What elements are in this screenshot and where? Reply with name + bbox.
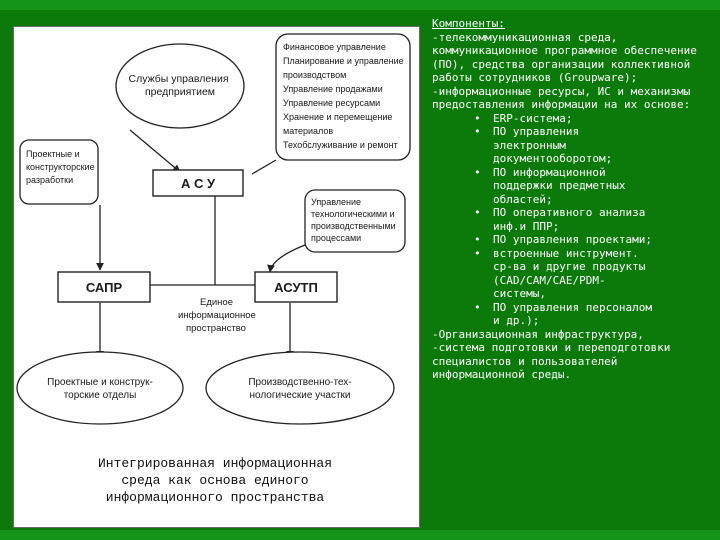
tech-processes-label: Управление технологическими и производственными процессами	[311, 197, 396, 243]
components-heading: Компоненты:	[432, 17, 505, 30]
list-item: • встроенные инструмент. ср-ва и другие продукты (CAD/CAM/CAE/PDM- системы,	[432, 247, 714, 301]
asutp-label: АСУТП	[274, 280, 318, 295]
components-bullet-list	[432, 112, 714, 328]
management-function-item: Управление ресурсами	[283, 98, 381, 108]
processes-to-asutp-arrow	[270, 245, 305, 272]
production-sites-ellipse	[206, 352, 394, 424]
management-function-item: Техобслуживание и ремонт	[283, 140, 398, 150]
list-item: • ПО управления проектами;	[432, 233, 714, 247]
functions-to-asu-arrow	[252, 160, 276, 174]
list-item: • ПО оперативного анализа инф.и ППР;	[432, 206, 714, 233]
diagram-caption: Интегрированная информационная среда как основа единого информационного пространства	[97, 456, 333, 505]
services-ellipse-label: Службы управления предприятием	[128, 73, 229, 98]
design-departments-ellipse	[17, 352, 183, 424]
design-divisions-label: Проектные и конструкторские разработки	[26, 149, 95, 185]
asu-label: А С У	[180, 176, 216, 191]
management-function-item: Финансовое управление	[283, 42, 386, 52]
components-text	[432, 17, 714, 382]
management-function-item: Управление продажами	[283, 84, 383, 94]
list-item: • ПО управления персоналом и др.);	[432, 301, 714, 328]
unified-space-label: Единое информационное пространство	[178, 297, 256, 334]
sapr-label: САПР	[85, 280, 123, 295]
production-sites-label: Производственно-тех-нологические участки	[248, 377, 352, 401]
management-function-item: производством	[283, 70, 347, 80]
list-item: • ERP-система;	[432, 112, 714, 126]
list-item: • ПО информационной поддержки предметных областей;	[432, 166, 714, 207]
services-to-asu-arrow	[130, 130, 180, 172]
components-outro: -Организационная инфраструктура, -система подготовки и переподготовки специалистов и пользователей информационной среды.	[432, 327, 671, 381]
management-function-item: Планирование и управление	[283, 56, 404, 66]
components-intro: -телекоммуникационная среда, коммуникационное программное обеспечение (ПО), средства организации коллективной работы сотрудников (Groupware); -информационные ресурсы, ИС и механизмы предоставления информации на их основе:	[432, 30, 697, 111]
list-item: • ПО управления электронным документооборотом;	[432, 125, 714, 166]
design-departments-label: Проектные и конструк-торские отделы	[47, 377, 153, 401]
management-function-item: материалов	[283, 126, 334, 136]
management-function-item: Хранение и перемещение	[283, 112, 393, 122]
